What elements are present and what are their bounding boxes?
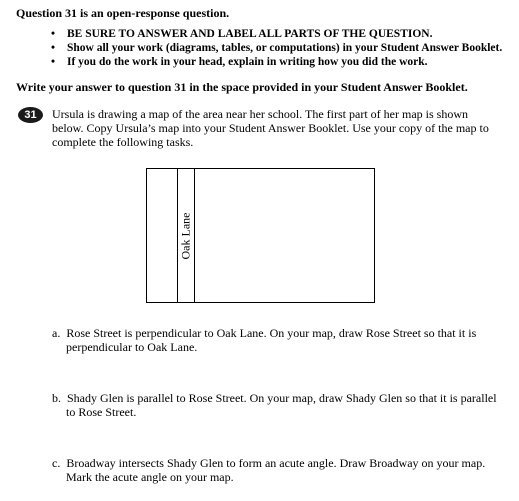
bullet-text: BE SURE TO ANSWER AND LABEL ALL PARTS OF THE QUESTION. bbox=[67, 28, 433, 40]
question-body-line: below. Copy Ursula’s map into your Student Answer Booklet. Use your copy of the map to bbox=[52, 121, 489, 135]
task-c bbox=[52, 456, 485, 471]
task-text: Shady Glen is parallel to Rose Street. On your map, draw Shady Glen so that it is parallel bbox=[67, 391, 497, 405]
task-a bbox=[52, 326, 476, 341]
bullet-item bbox=[51, 28, 432, 40]
bullet-item bbox=[51, 42, 502, 54]
bullet-item bbox=[51, 56, 428, 68]
question-body-line: Ursula is drawing a map of the area near her school. The first part of her map is shown bbox=[52, 107, 468, 121]
question-number-badge: 31 bbox=[18, 107, 43, 123]
map-figure bbox=[146, 168, 375, 303]
bullet-text: Show all your work (diagrams, tables, or computations) in your Student Answer Booklet. bbox=[67, 42, 503, 54]
task-b bbox=[52, 391, 497, 406]
task-letter: a. bbox=[52, 326, 61, 340]
intro-text: Question 31 is an open-response question. bbox=[16, 6, 230, 20]
oak-lane-street bbox=[177, 169, 195, 302]
task-a-continued: perpendicular to Oak Lane. bbox=[66, 340, 198, 354]
bullet-text: If you do the work in your head, explain in writing how you did the work. bbox=[67, 56, 428, 68]
write-instruction: Write your answer to question 31 in the space provided in your Student Answer Booklet. bbox=[16, 80, 468, 94]
question-body-line: complete the following tasks. bbox=[52, 135, 194, 149]
bullet-dot: • bbox=[51, 56, 56, 68]
task-letter: c. bbox=[52, 456, 61, 470]
oak-lane-label: Oak Lane bbox=[178, 212, 193, 259]
task-b-continued: to Rose Street. bbox=[66, 405, 137, 419]
bullet-dot: • bbox=[51, 28, 56, 40]
task-c-continued: Mark the acute angle on your map. bbox=[66, 470, 234, 484]
task-letter: b. bbox=[52, 391, 61, 405]
task-text: Rose Street is perpendicular to Oak Lane. On your map, draw Rose Street so that it is bbox=[66, 326, 477, 340]
bullet-dot: • bbox=[51, 42, 56, 54]
task-text: Broadway intersects Shady Glen to form an acute angle. Draw Broadway on your map. bbox=[66, 456, 486, 470]
